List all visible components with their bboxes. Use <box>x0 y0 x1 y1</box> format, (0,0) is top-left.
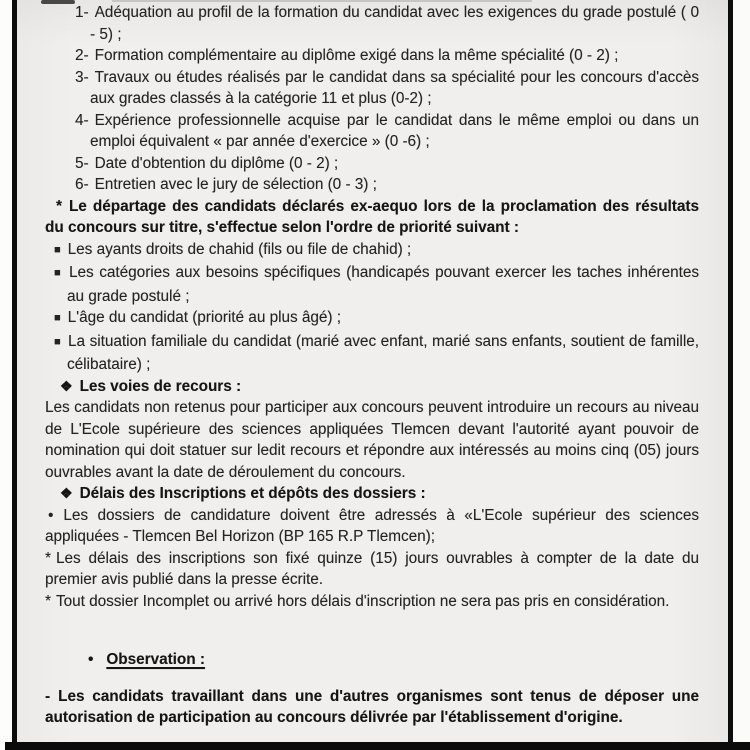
list-number-marker: 1- <box>75 4 89 21</box>
doc-text: Les voies de recours : <box>79 377 242 395</box>
asterisk-marker: * <box>45 549 51 567</box>
doc-content <box>17 2 728 729</box>
doc-text: Date d'obtention du diplôme (0 - 2) ; <box>94 154 339 172</box>
doc-paragraph-observation <box>17 649 728 671</box>
page-left-margin <box>0 0 12 750</box>
document-paper <box>17 0 728 743</box>
doc-text: Observation : <box>106 651 205 668</box>
doc-text: Expérience professionnelle acquise par le candidat dans le même emploi ou dans un emploi équivalent « par année d'exercice » (0 -6) ; <box>90 111 699 150</box>
doc-text: Les candidats non retenus pour participer aux concours peuvent introduire un recours au niveau de L'Ecole supérieure des sciences appliquées Tlemcen devant l'autorité ayant pouvoir de nomination qui doit statuer sur ledit recours et répondre aux intéressés au moins cinq (05) jours ouvrables avant la date de déroulement du concours. <box>45 399 699 481</box>
doc-paragraph-star-bold <box>17 196 728 239</box>
doc-paragraph-numbered <box>17 67 728 110</box>
doc-text: Les catégories aux besoins spécifiques (handicapés pouvant exercer les taches inhérentes au grade postulé ; <box>67 264 699 305</box>
document-bottom-border <box>5 742 750 750</box>
doc-paragraph-body-star <box>17 548 728 591</box>
doc-paragraph-square <box>17 262 728 307</box>
list-number-marker: 6- <box>75 176 89 193</box>
asterisk-marker: * <box>56 197 62 215</box>
dot-bullet-icon: • <box>88 651 94 668</box>
square-bullet-icon: ■ <box>54 312 61 324</box>
dot-bullet-icon: • <box>48 506 54 524</box>
doc-text: Les délais des inscriptions son fixé quinze (15) jours ouvrables à compter de la date du premier avis publié dans la presse écrite. <box>45 549 699 588</box>
doc-paragraph-section <box>17 483 728 505</box>
doc-paragraph-numbered <box>17 2 728 45</box>
doc-paragraph-dash-bold <box>17 686 728 729</box>
doc-text: La situation familiale du candidat (marié avec enfant, marié sans enfants, soutient de famille, célibataire) ; <box>67 332 699 373</box>
list-number-marker: 5- <box>75 154 89 172</box>
document-left-border <box>12 0 17 750</box>
dash-marker: - <box>45 687 51 705</box>
doc-paragraph-square <box>17 331 728 376</box>
page-right-margin <box>733 0 750 750</box>
doc-paragraph-square <box>17 307 728 331</box>
doc-text: Délais des Inscriptions et dépôts des dossiers : <box>79 485 426 502</box>
doc-text: Les candidats travaillant dans une d'autres organismes sont tenus de déposer une autorisation de participation au concours délivrée par l'établissement d'origine. <box>45 687 699 726</box>
list-number-marker: 4- <box>75 111 89 129</box>
doc-paragraph-body <box>17 397 728 483</box>
doc-paragraph-numbered <box>17 174 728 196</box>
doc-paragraph-numbered <box>17 110 728 153</box>
asterisk-marker: * <box>45 592 51 610</box>
list-number-marker: 2- <box>75 47 89 64</box>
doc-text: Le départage des candidats déclarés ex-aequo lors de la proclamation des résultats du concours sur titre, s'effectue selon l'ordre de priorité suivant : <box>45 197 699 236</box>
square-bullet-icon: ■ <box>54 267 62 279</box>
doc-text: Entretien avec le jury de sélection (0 - 3) ; <box>94 176 377 193</box>
doc-text: Formation complémentaire au diplôme exigé dans la même spécialité (0 - 2) ; <box>94 47 619 64</box>
doc-text: Adéquation au profil de la formation du candidat avec les exigences du grade postulé ( 0 - 5) ; <box>90 4 699 43</box>
diamond-bullet-icon: ❖ <box>60 377 73 394</box>
doc-paragraph-dot <box>17 505 728 548</box>
doc-text: Les dossiers de candidature doivent être adressés à «L'Ecole supérieur des sciences appliquées - Tlemcen Bel Horizon (BP 165 R.P Tlemcen); <box>45 506 699 545</box>
square-bullet-icon: ■ <box>54 335 61 348</box>
doc-paragraph-square <box>17 239 728 263</box>
list-number-marker: 3- <box>75 68 89 86</box>
doc-paragraph-body-star <box>17 591 728 613</box>
doc-paragraph-section <box>17 376 728 398</box>
doc-paragraph-numbered <box>17 153 728 175</box>
doc-text: Travaux ou études réalisés par le candidat dans sa spécialité pour les concours d'accès aux grades classés à la catégorie 11 et plus (0-2) ; <box>90 68 699 107</box>
doc-text: L'âge du candidat (priorité au plus âgé) ; <box>67 309 341 326</box>
doc-paragraph-numbered <box>17 45 728 67</box>
doc-text: Les ayants droits de chahid (fils ou file de chahid) ; <box>67 240 412 258</box>
vertical-gap <box>17 612 728 649</box>
square-bullet-icon: ■ <box>54 243 61 256</box>
diamond-bullet-icon: ❖ <box>60 485 73 501</box>
doc-text: Tout dossier Incomplet ou arrivé hors délais d'inscription ne sera pas pris en considération. <box>55 592 670 610</box>
